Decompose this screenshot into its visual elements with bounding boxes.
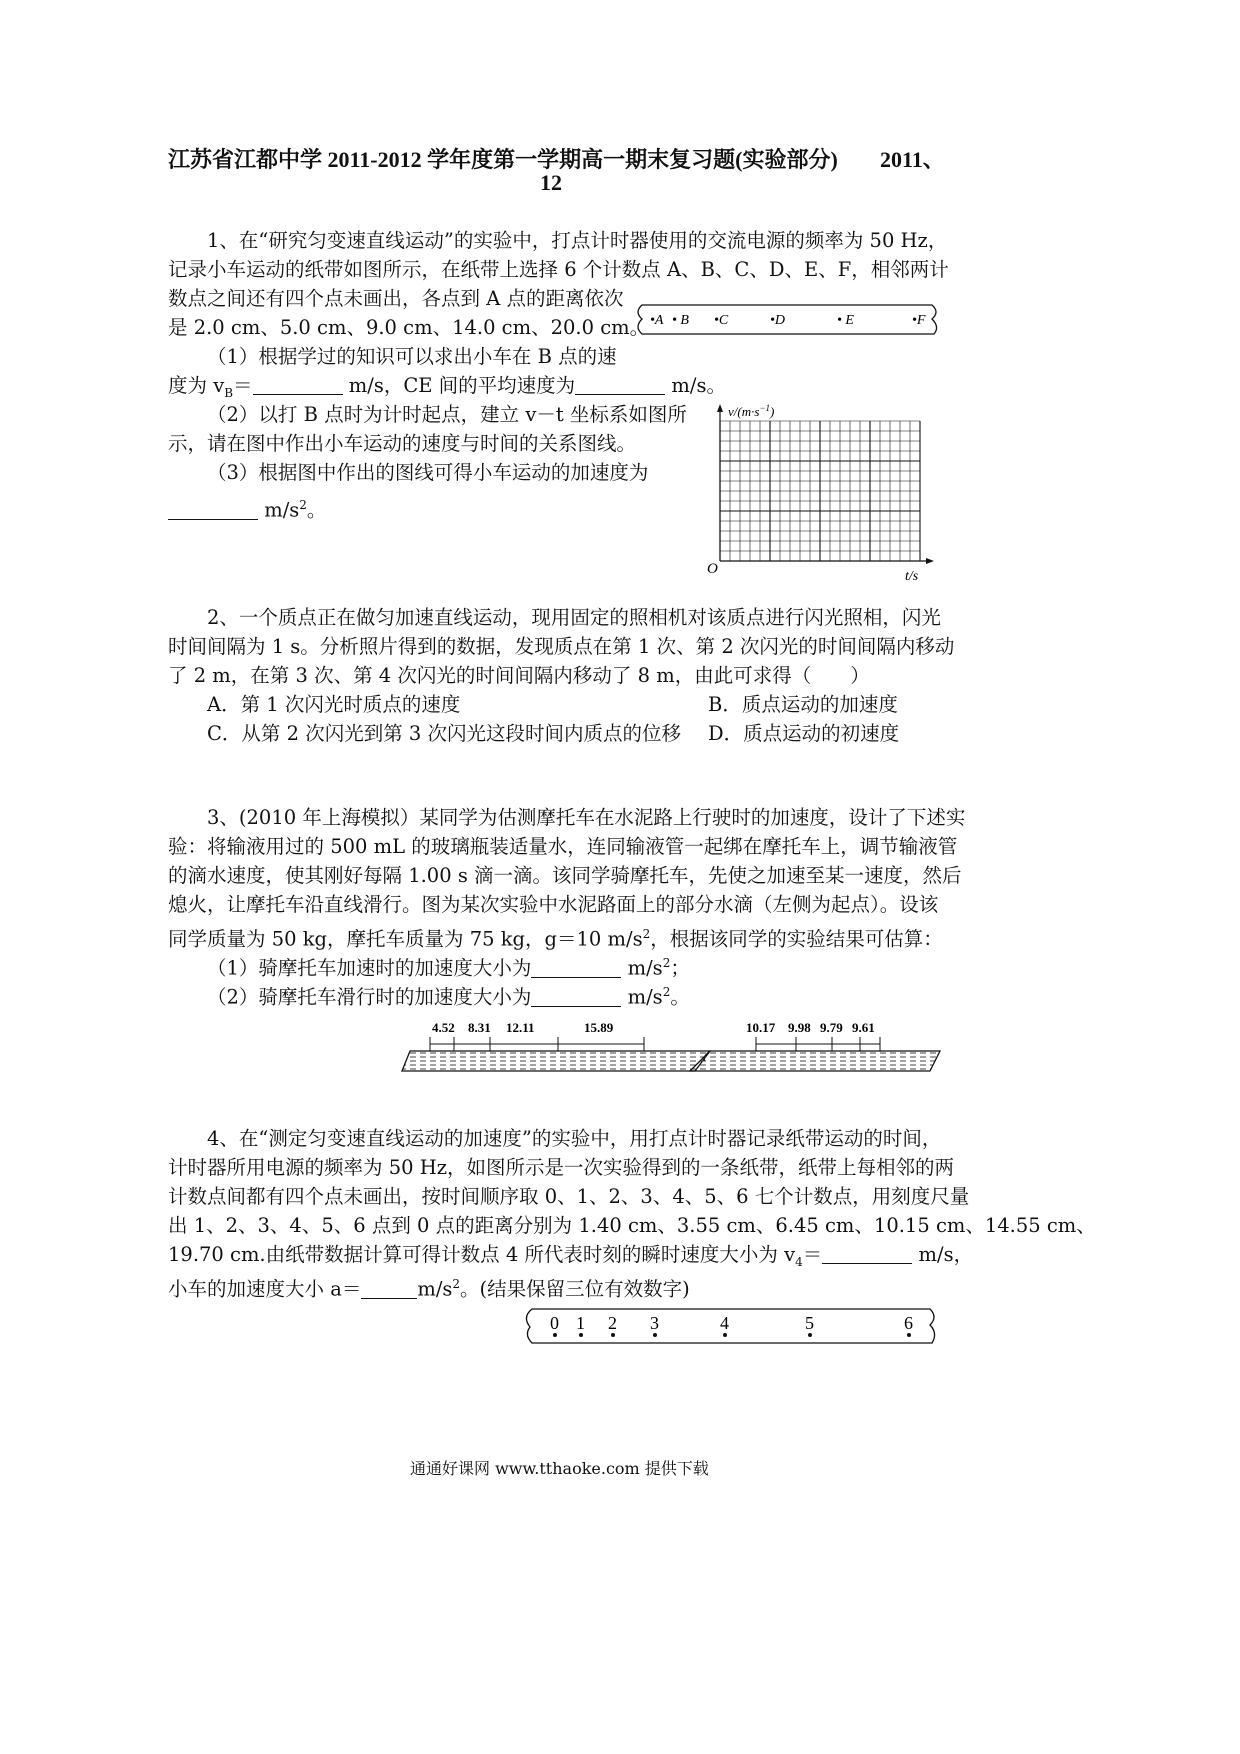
q4-v4-sub: 4 <box>795 1254 803 1269</box>
q3-part2-end: 。 <box>670 985 690 1009</box>
q3-line5-sup: 2 <box>642 927 651 941</box>
q2-option-b[interactable]: B．质点运动的加速度 <box>708 693 898 716</box>
title-line1: 江苏省江都中学 2011-2012 学年度第一学期高一期末复习题(实验部分) <box>168 147 838 172</box>
q4-a-sup: 2 <box>452 1277 461 1291</box>
q3-line5-text: 同学质量为 50 kg，摩托车质量为 75 kg，g＝10 m/s <box>168 927 643 951</box>
q4-a-text: 小车的加速度大小 a＝ <box>168 1277 362 1301</box>
q4-v4-unit: m/s， <box>912 1243 974 1266</box>
q1-line1: 1、在“研究匀变速直线运动”的实验中，打点计时器使用的交流电源的频率为 50 Hz， <box>207 229 948 252</box>
q3-part2-blank[interactable] <box>531 986 621 1007</box>
q3-line2: 验：将输液用过的 500 mL 的玻璃瓶装适量水，连同输液管一起绑在摩托车上，调节输液管 <box>168 835 958 858</box>
tape-count-4: 4 <box>720 1313 729 1333</box>
q1-accel-sup: 2 <box>299 498 307 512</box>
q3-part2-sup: 2 <box>662 985 671 999</box>
q4-line1: 4、在“测定匀变速直线运动的加速度”的实验中，用打点计时器记录纸带运动的时间， <box>207 1127 942 1150</box>
q2-option-a[interactable]: A．第 1 次闪光时质点的速度 <box>207 693 461 716</box>
q3-part1-end: ； <box>670 956 690 980</box>
title-date-part1: 2011、 <box>880 147 945 172</box>
q1-line4: 是 2.0 cm、5.0 cm、9.0 cm、14.0 cm、20.0 cm。 <box>168 316 650 339</box>
y-axis-arrow-icon <box>717 404 723 412</box>
q1-part3-line1: （3）根据图中作出的图线可得小车运动的加速度为 <box>207 461 649 484</box>
q1-part3-line2 <box>168 490 326 526</box>
right-value-4: 9.61 <box>852 1020 875 1035</box>
q4-line2: 计时器所用电源的频率为 50 Hz，如图所示是一次实验得到的一条纸带，纸带上每相邻的两 <box>168 1156 954 1179</box>
tape-label-e: • E <box>837 313 854 328</box>
q2-option-c[interactable]: C．从第 2 次闪光到第 3 次闪光这段时间内质点的位移 <box>207 722 682 745</box>
q1-vb-prefix: 度为 v <box>168 374 225 397</box>
q1-accel-blank[interactable] <box>168 499 258 520</box>
q1-vb-subscript: B <box>224 385 234 400</box>
tape-label-a: •A <box>650 313 664 328</box>
q3-part1-unit: m/s <box>621 956 663 980</box>
q3-line5-end: ，根据该同学的实验结果可估算： <box>650 927 943 951</box>
q1-vb-blank[interactable] <box>253 375 343 396</box>
q1-part2-line2: 示，请在图中作出小车运动的速度与时间的关系图线。 <box>168 432 637 455</box>
q1-part1-line1: （1）根据学过的知识可以求出小车在 B 点的速 <box>207 345 617 368</box>
q4-v4-blank[interactable] <box>822 1244 912 1265</box>
q3-part2-text: （2）骑摩托车滑行时的加速度大小为 <box>207 985 532 1009</box>
q4-a-end: 。(结果保留三位有效数字) <box>460 1277 690 1301</box>
q4-line5-text: 19.70 cm.由纸带数据计算可得计数点 4 所代表时刻的瞬时速度大小为 v <box>168 1243 796 1266</box>
q1-ce-text: m/s，CE 间的平均速度为 <box>342 374 576 397</box>
q1-accel-end: 。 <box>306 498 327 522</box>
q3-line1: 3、(2010 年上海模拟）某同学为估测摩托车在水泥路上行驶时的加速度，设计了下述实 <box>207 806 966 829</box>
left-value-2: 8.31 <box>468 1020 491 1035</box>
tape-label-c: •C <box>714 313 729 328</box>
q1-vb-equals: ＝ <box>233 374 253 397</box>
tape-label-d: •D <box>770 313 786 328</box>
tape-count-0: 0 <box>550 1313 559 1333</box>
q3-road-diagram <box>400 1015 945 1075</box>
q4-a-blank[interactable] <box>361 1278 417 1299</box>
q1-ce-unit: m/s。 <box>665 374 726 397</box>
tape-count-6: 6 <box>904 1313 913 1333</box>
q4-a-unit: m/s <box>417 1277 453 1301</box>
page-footer: 通通好课网 www.tthaoke.com 提供下载 <box>410 1459 709 1478</box>
q4-v4-equals: ＝ <box>802 1243 823 1266</box>
q2-line1: 2、一个质点正在做匀加速直线运动，现用固定的照相机对该质点进行闪光照相，闪光 <box>207 606 941 629</box>
q1-accel-unit: m/s <box>258 498 300 522</box>
q2-line2: 时间间隔为 1 s。分析照片得到的数据，发现质点在第 1 次、第 2 次闪光的时间间隔内移动 <box>168 635 955 658</box>
y-axis-label: $v/(m\cdot s^{-1})$ <box>728 403 775 419</box>
tape-count-5: 5 <box>805 1313 814 1333</box>
q4-line3: 计数点间都有四个点未画出，按时间顺序取 0、1、2、3、4、5、6 七个计数点，用刻度尺量 <box>168 1185 970 1208</box>
q3-part2-unit: m/s <box>621 985 663 1009</box>
x-axis-arrow-icon <box>926 558 934 564</box>
q3-line4: 熄火，让摩托车沿直线滑行。图为某次实验中水泥路面上的部分水滴（左侧为起点）。设该 <box>168 893 939 916</box>
q2-option-d[interactable]: D．质点运动的初速度 <box>708 722 900 745</box>
q3-part1-sup: 2 <box>662 956 671 970</box>
left-value-4: 15.89 <box>584 1020 614 1035</box>
title-date-part2: 12 <box>540 170 562 195</box>
left-value-1: 4.52 <box>432 1020 455 1035</box>
tape-label-b: • B <box>672 313 689 328</box>
origin-label: O <box>707 561 718 577</box>
q4-paper-tape <box>518 1303 946 1351</box>
right-value-3: 9.79 <box>820 1020 843 1035</box>
q1-ce-blank[interactable] <box>575 375 665 396</box>
q1-line3: 数点之间还有四个点未画出，各点到 A 点的距离依次 <box>168 287 624 310</box>
road-left <box>402 1051 710 1071</box>
tape-label-f: •F <box>912 313 926 328</box>
tape-count-2: 2 <box>608 1313 617 1333</box>
q4-line6 <box>168 1269 690 1305</box>
q3-part2 <box>207 977 690 1013</box>
q2-line3: 了 2 m，在第 3 次、第 4 次闪光的时间间隔内移动了 8 m，由此可求得（ ） <box>168 664 870 687</box>
q3-line3: 的滴水速度，使其刚好每隔 1.00 s 滴一滴。该同学骑摩托车，先使之加速至某一速度，然后 <box>168 864 962 887</box>
road-right <box>690 1051 940 1071</box>
right-value-2: 9.98 <box>788 1020 811 1035</box>
q3-part1-blank[interactable] <box>531 957 621 978</box>
vt-grid <box>720 421 920 561</box>
right-value-1: 10.17 <box>746 1020 776 1035</box>
q1-line2: 记录小车运动的纸带如图所示，在纸带上选择 6 个计数点 A、B、C、D、E、F，相邻两计 <box>168 258 949 281</box>
x-axis-label: t/s <box>905 569 919 584</box>
q1-vt-graph[interactable] <box>700 400 945 585</box>
q3-part1-text: （1）骑摩托车加速时的加速度大小为 <box>207 956 532 980</box>
q1-part2-line1: （2）以打 B 点时为计时起点，建立 v－t 坐标系如图所 <box>207 403 687 426</box>
tape-count-3: 3 <box>650 1313 659 1333</box>
q1-paper-tape <box>632 300 944 338</box>
page-title <box>168 143 838 174</box>
left-value-3: 12.11 <box>506 1020 535 1035</box>
q4-line4: 出 1、2、3、4、5、6 点到 0 点的距离分别为 1.40 cm、3.55 cm、6.45 cm、10.15 cm、14.55 cm、 <box>168 1214 1096 1237</box>
tape-count-1: 1 <box>576 1313 585 1333</box>
